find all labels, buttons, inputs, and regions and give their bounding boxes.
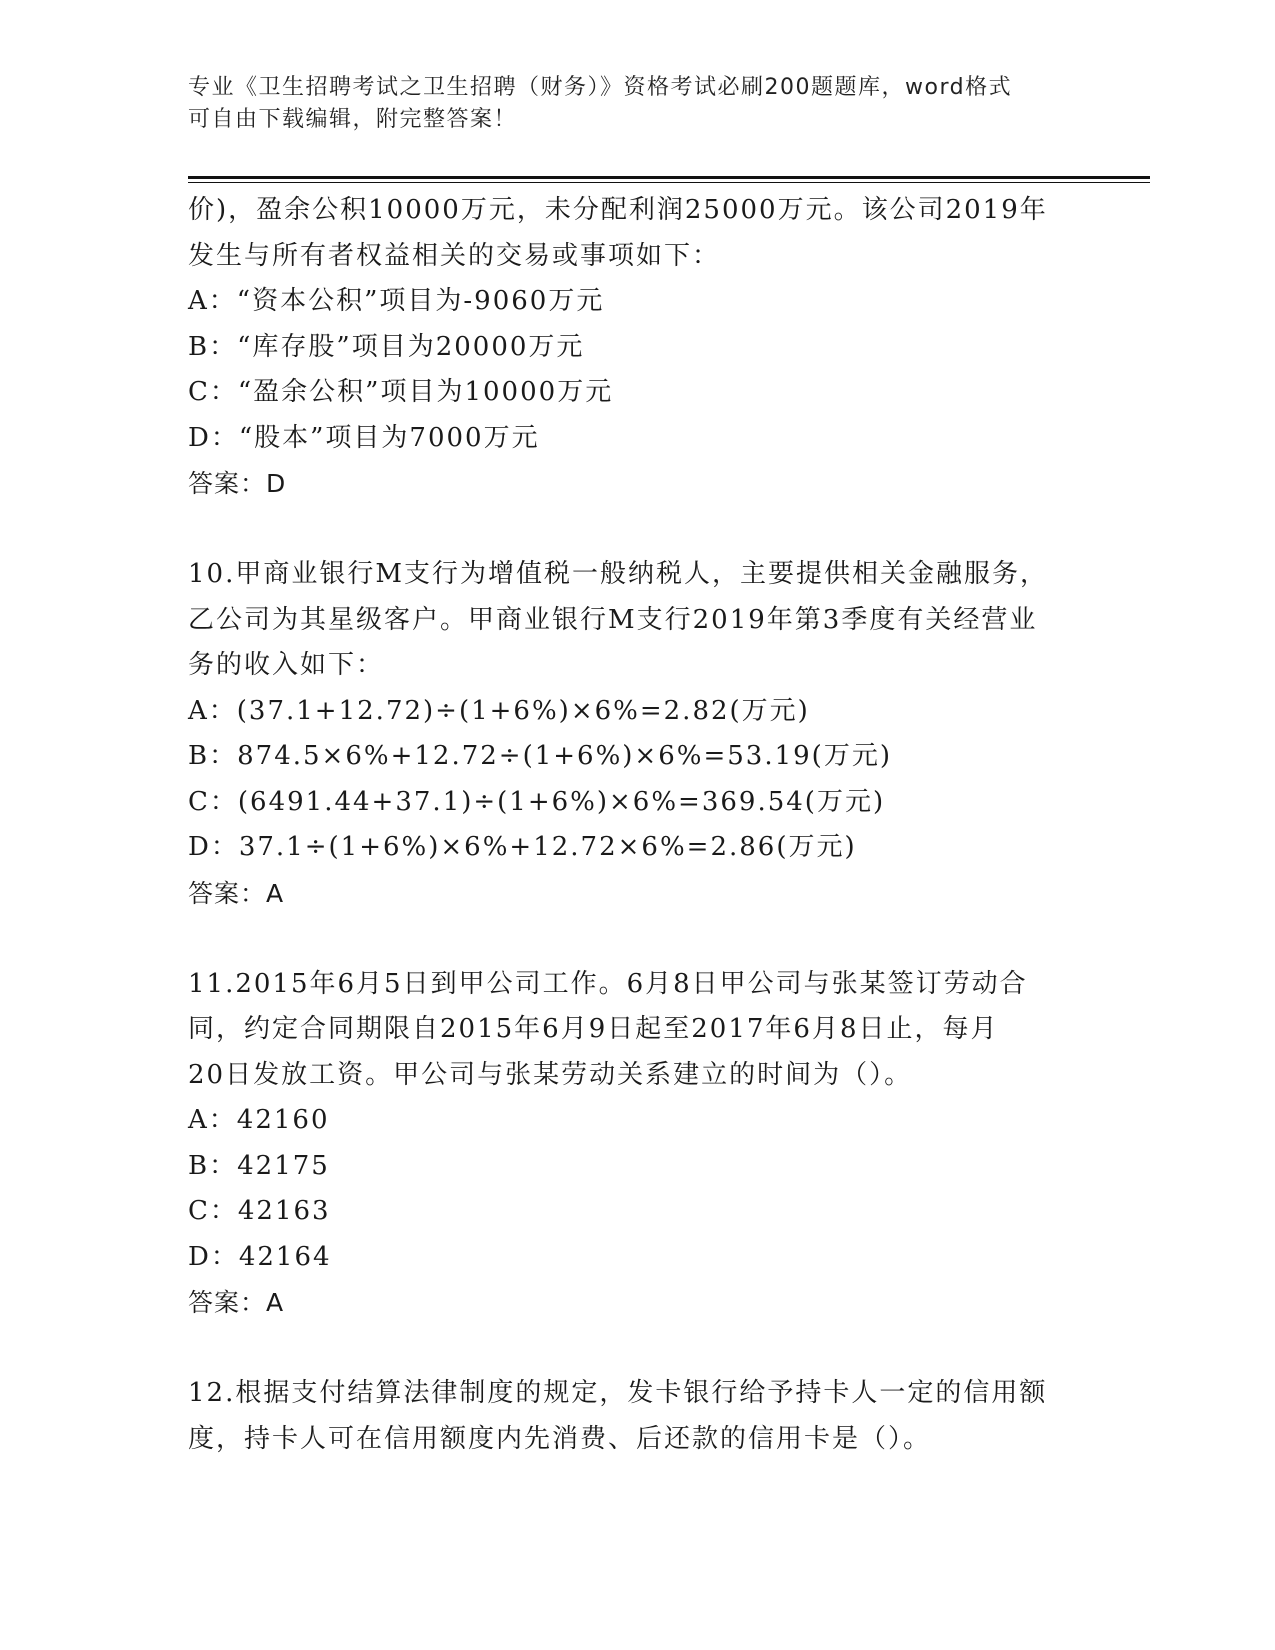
option-a: A：“资本公积”项目为-9060万元 bbox=[188, 286, 605, 316]
spacer bbox=[188, 507, 1088, 553]
header-line-1: 专业《卫生招聘考试之卫生招聘（财务）》资格考试必刷200题题库，word格式 bbox=[188, 75, 1013, 100]
answer-line: 答案：A bbox=[188, 1288, 285, 1317]
question-stem-line: 20日发放工资。甲公司与张某劳动关系建立的时间为（）。 bbox=[188, 1059, 913, 1090]
header-rule-thin bbox=[188, 182, 1150, 183]
option-c: C：42163 bbox=[188, 1196, 331, 1226]
option-d: D：“股本”项目为7000万元 bbox=[188, 422, 540, 453]
question-stem-line: 发生与所有者权益相关的交易或事项如下： bbox=[188, 240, 721, 271]
answer-line: 答案：D bbox=[188, 469, 287, 498]
header-line-2: 可自由下载编辑，附完整答案！ bbox=[188, 107, 518, 132]
question-11 bbox=[188, 962, 1088, 1326]
question-stem-line: 乙公司为其星级客户。甲商业银行M支行2019年第3季度有关经营业 bbox=[188, 604, 1038, 635]
option-b: B：“库存股”项目为20000万元 bbox=[188, 331, 585, 362]
question-10 bbox=[188, 552, 1088, 916]
question-stem-line: 度，持卡人可在信用额度内先消费、后还款的信用卡是（）。 bbox=[188, 1423, 932, 1454]
question-12 bbox=[188, 1371, 1088, 1462]
question-9 bbox=[188, 188, 1088, 507]
question-stem-line: 同，约定合同期限自2015年6月9日起至2017年6月8日止，每月 bbox=[188, 1014, 999, 1044]
option-c: C：(6491.44+37.1)÷(1+6%)×6%=369.54(万元) bbox=[188, 786, 886, 817]
spacer bbox=[188, 916, 1088, 962]
page-header bbox=[188, 72, 1068, 136]
option-b: B：874.5×6%+12.72÷(1+6%)×6%=53.19(万元) bbox=[188, 741, 892, 771]
spacer bbox=[188, 1326, 1088, 1372]
option-b: B：42175 bbox=[188, 1150, 330, 1181]
document-body bbox=[188, 188, 1088, 1462]
answer-line: 答案：A bbox=[188, 878, 285, 908]
question-stem-line: 11.2015年6月5日到甲公司工作。6月8日甲公司与张某签订劳动合 bbox=[188, 968, 1028, 999]
option-d: D：42164 bbox=[188, 1241, 332, 1272]
option-a: A：42160 bbox=[188, 1105, 330, 1135]
option-a: A：(37.1+12.72)÷(1+6%)×6%=2.82(万元) bbox=[188, 695, 810, 726]
question-stem-line: 12.根据支付结算法律制度的规定，发卡银行给予持卡人一定的信用额 bbox=[188, 1378, 1048, 1408]
option-d: D：37.1÷(1+6%)×6%+12.72×6%=2.86(万元) bbox=[188, 832, 857, 862]
question-stem-line: 10.甲商业银行M支行为增值税一般纳税人，主要提供相关金融服务， bbox=[188, 559, 1048, 589]
header-rule-thick bbox=[188, 176, 1150, 179]
question-stem-line: 价)，盈余公积10000万元，未分配利润25000万元。该公司2019年 bbox=[188, 195, 1048, 225]
question-stem-line: 务的收入如下： bbox=[188, 650, 385, 680]
option-c: C：“盈余公积”项目为10000万元 bbox=[188, 377, 614, 407]
